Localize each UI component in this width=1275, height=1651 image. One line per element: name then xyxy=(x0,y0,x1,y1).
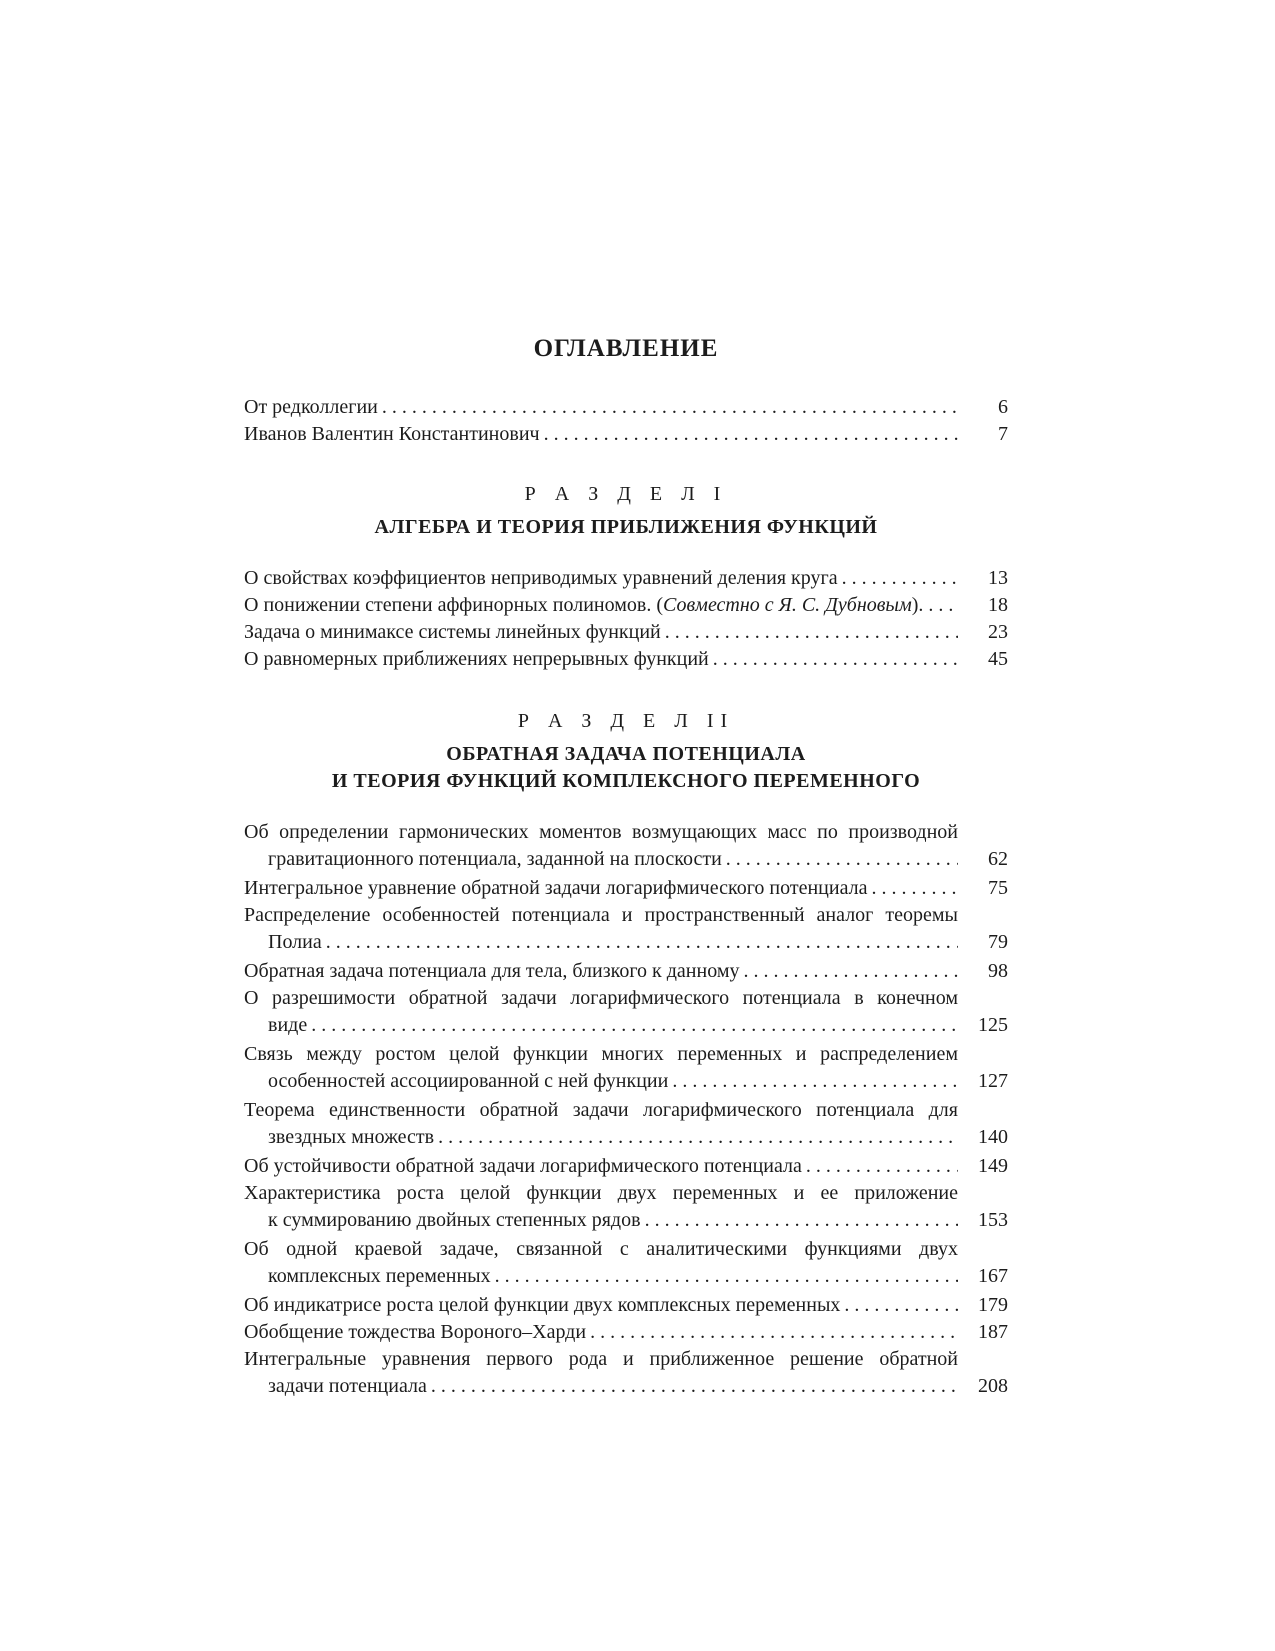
entry-title-line2: особенностей ассоциированной с ней функции xyxy=(268,1070,669,1092)
entry-title-main: О понижении степени аффинорных полиномов. ( xyxy=(244,594,664,616)
leader-dots xyxy=(844,1292,958,1319)
leader-dots xyxy=(806,1153,958,1180)
toc-entry xyxy=(244,1292,1008,1319)
section-title: И ТЕОРИЯ ФУНКЦИЙ КОМПЛЕКСНОГО ПЕРЕМЕННОГО xyxy=(331,770,921,792)
leader-dots xyxy=(495,1263,958,1290)
toc-entry xyxy=(244,958,1008,985)
entry-page: 167 xyxy=(978,1265,1008,1287)
leader-dots xyxy=(326,929,958,956)
section-title: ОБРАТНАЯ ЗАДАЧА ПОТЕНЦИАЛА xyxy=(446,743,806,765)
toc-entry xyxy=(244,875,1008,902)
entry-title xyxy=(244,592,918,619)
entry-page: 179 xyxy=(978,1294,1008,1316)
leader-dots xyxy=(871,875,958,902)
entry-title-line2: к суммированию двойных степенных рядов xyxy=(268,1209,641,1231)
leader-dots xyxy=(645,1207,958,1234)
leader-dots xyxy=(382,394,958,421)
entry-title-line1: О разрешимости обратной задачи логарифмического потенциала в конечном xyxy=(244,987,958,1009)
entry-title-line2: задачи потенциала xyxy=(268,1375,427,1397)
leader-dots xyxy=(311,1012,958,1039)
entry-page: 45 xyxy=(988,648,1008,670)
toc-entry xyxy=(244,1319,1008,1346)
entry-title-line2: гравитационного потенциала, заданной на плоскости xyxy=(268,848,722,870)
entry-page: 62 xyxy=(988,848,1008,870)
entry-page: 7 xyxy=(998,423,1008,445)
entry-title: Об индикатрисе роста целой функции двух комплексных переменных xyxy=(244,1294,841,1316)
entry-title: Задача о минимаксе системы линейных функций xyxy=(244,621,661,643)
section-label: Р А З Д Е Л II xyxy=(517,710,735,732)
entry-page: 140 xyxy=(978,1126,1008,1148)
entry-page: 153 xyxy=(978,1209,1008,1231)
table-of-contents xyxy=(244,332,1008,1402)
toc-entry xyxy=(244,619,1008,646)
entry-title: О равномерных приближениях непрерывных функций xyxy=(244,648,709,670)
entry-page: 98 xyxy=(988,960,1008,982)
entry-page: 208 xyxy=(978,1375,1008,1397)
section-title: АЛГЕБРА И ТЕОРИЯ ПРИБЛИЖЕНИЯ ФУНКЦИЙ xyxy=(374,516,878,538)
entry-title: О свойствах коэффициентов неприводимых уравнений деления круга xyxy=(244,567,838,589)
leader-dots xyxy=(713,646,958,673)
toc-entry xyxy=(244,646,1008,673)
leader-dots xyxy=(726,846,958,873)
toc-entry xyxy=(244,1180,1008,1234)
toc-entry xyxy=(244,902,1008,956)
toc-entry xyxy=(244,1097,1008,1151)
toc-entry xyxy=(244,394,1008,421)
toc-entry xyxy=(244,819,1008,873)
leader-dots xyxy=(842,565,958,592)
entry-page: 127 xyxy=(978,1070,1008,1092)
entry-title-line2: Полиа xyxy=(268,931,322,953)
toc-entry xyxy=(244,565,1008,592)
leader-dots xyxy=(744,958,959,985)
toc-entry xyxy=(244,421,1008,448)
leader-dots xyxy=(672,1068,958,1095)
entry-page: 18 xyxy=(988,594,1008,616)
leader-dots xyxy=(438,1124,958,1151)
entry-page: 6 xyxy=(998,396,1008,418)
leader-dots xyxy=(665,619,958,646)
leader-dots xyxy=(431,1373,958,1400)
entry-page: 23 xyxy=(988,621,1008,643)
toc-entry xyxy=(244,1236,1008,1290)
entry-title-line1: Распределение особенностей потенциала и пространственный аналог теоремы xyxy=(244,904,958,926)
section-label: Р А З Д Е Л I xyxy=(524,483,728,505)
toc-entry xyxy=(244,1041,1008,1095)
entry-title: Об устойчивости обратной задачи логарифмического потенциала xyxy=(244,1155,802,1177)
entry-title: От редколлегии xyxy=(244,396,378,418)
entry-page: 187 xyxy=(978,1321,1008,1343)
entry-title: Иванов Валентин Константинович xyxy=(244,423,540,445)
entry-title-line1: Об определении гармонических моментов возмущающих масс по производной xyxy=(244,821,958,843)
entry-title-line2: звездных множеств xyxy=(268,1126,435,1148)
toc-entry xyxy=(244,1346,1008,1400)
entry-title-line1: Теорема единственности обратной задачи логарифмического потенциала для xyxy=(244,1099,958,1121)
leader-dots xyxy=(590,1319,958,1346)
entry-title-line1: Об одной краевой задаче, связанной с аналитическими функциями двух xyxy=(244,1238,958,1260)
entry-page: 149 xyxy=(978,1155,1008,1177)
toc-entry xyxy=(244,1153,1008,1180)
entry-title: Интегральное уравнение обратной задачи логарифмического потенциала xyxy=(244,877,868,899)
entry-title-line1: Связь между ростом целой функции многих переменных и распределением xyxy=(244,1043,958,1065)
entry-title: Обратная задача потенциала для тела, близкого к данному xyxy=(244,960,740,982)
entry-page: 79 xyxy=(988,931,1008,953)
entry-page: 125 xyxy=(978,1014,1008,1036)
entry-title-line1: Интегральные уравнения первого рода и приближенное решение обратной xyxy=(244,1348,958,1370)
entry-page: 13 xyxy=(988,567,1008,589)
entry-page: 75 xyxy=(988,877,1008,899)
toc-entry xyxy=(244,985,1008,1039)
leader-dots xyxy=(544,421,958,448)
entry-title-tail: ) xyxy=(911,594,919,616)
leader-dots xyxy=(918,592,958,619)
entry-title: Обобщение тождества Вороного–Харди xyxy=(244,1321,587,1343)
entry-title-line2: комплексных переменных xyxy=(268,1265,491,1287)
entry-coauthor: Совместно с Я. С. Дубновым xyxy=(663,594,912,616)
toc-entry xyxy=(244,592,1008,619)
entry-title-line1: Характеристика роста целой функции двух переменных и ее приложение xyxy=(244,1182,958,1204)
toc-title: ОГЛАВЛЕНИЕ xyxy=(533,335,719,362)
entry-title-line2: виде xyxy=(268,1014,308,1036)
